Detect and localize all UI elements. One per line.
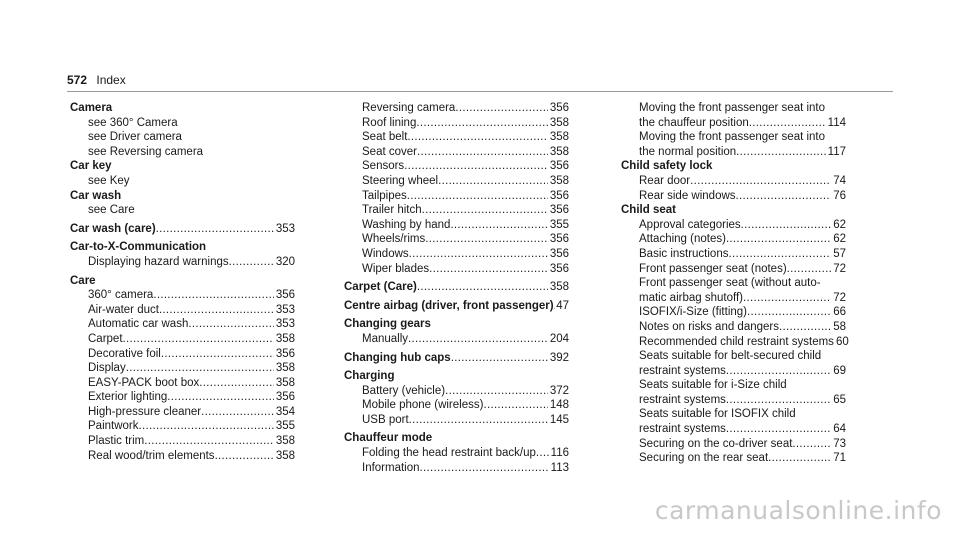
entry-page: 57 bbox=[833, 247, 846, 260]
entry-page: 356 bbox=[549, 247, 569, 260]
entry-text: Real wood/trim elements bbox=[88, 449, 215, 462]
index-entry[interactable] bbox=[621, 218, 846, 233]
index-entry[interactable] bbox=[344, 262, 569, 277]
entry-text: Basic instructions bbox=[639, 247, 729, 260]
page-title: Index bbox=[96, 73, 126, 87]
entry-text: Displaying hazard warnings bbox=[88, 255, 229, 268]
entry-text: 360° camera bbox=[88, 289, 154, 302]
index-entry[interactable] bbox=[621, 116, 846, 131]
entry-page: 356 bbox=[549, 204, 569, 217]
index-entry[interactable] bbox=[344, 384, 569, 399]
index-entry[interactable] bbox=[70, 449, 295, 464]
entry-page: 204 bbox=[549, 332, 569, 345]
entry-text: Carpet bbox=[88, 332, 123, 345]
entry-page: 65 bbox=[833, 393, 846, 406]
entry-text: ISOFIX/i-Size (fitting) bbox=[639, 306, 747, 319]
index-heading-child-safety-lock: Child safety lock bbox=[621, 160, 713, 173]
index-entry[interactable] bbox=[621, 393, 846, 408]
entry-page: 372 bbox=[549, 384, 569, 397]
entry-page: 145 bbox=[549, 413, 569, 426]
index-entry[interactable] bbox=[70, 376, 295, 391]
index-entry[interactable] bbox=[344, 145, 569, 160]
entry-text-line: Seats suitable for belt-secured child bbox=[639, 350, 822, 363]
index-see-reference: see Reversing camera bbox=[88, 145, 204, 158]
index-entry[interactable] bbox=[70, 255, 295, 270]
index-heading-changing-gears: Changing gears bbox=[344, 318, 431, 331]
entry-page: 73 bbox=[833, 437, 846, 450]
index-entry[interactable] bbox=[621, 335, 849, 350]
entry-text: Folding the head restraint back/up bbox=[362, 447, 536, 460]
entry-page: 114 bbox=[827, 116, 846, 129]
index-entry[interactable] bbox=[70, 303, 295, 318]
entry-text: Securing on the rear seat bbox=[639, 452, 769, 465]
index-entry[interactable] bbox=[621, 262, 846, 277]
index-entry[interactable] bbox=[344, 116, 569, 131]
entry-page: 71 bbox=[833, 452, 846, 465]
index-entry[interactable] bbox=[70, 288, 295, 303]
entry-page: 64 bbox=[833, 423, 846, 436]
header-divider bbox=[67, 91, 893, 92]
charging-list bbox=[344, 384, 569, 428]
index-entry[interactable] bbox=[344, 159, 569, 174]
entry-page: 353 bbox=[275, 318, 295, 331]
entry-text: matic airbag shutoff) bbox=[639, 291, 743, 304]
child-lock-list bbox=[621, 174, 846, 203]
entry-page: 358 bbox=[275, 376, 295, 389]
entry-page: 47 bbox=[556, 299, 569, 312]
entry-page: 355 bbox=[549, 218, 569, 231]
entry-text: High-pressure cleaner bbox=[88, 405, 202, 418]
entry-page: 117 bbox=[827, 145, 846, 158]
child-seat-list bbox=[621, 218, 846, 276]
index-entry[interactable] bbox=[621, 305, 846, 320]
entry-page: 76 bbox=[833, 189, 846, 202]
entry-text: Trailer hitch bbox=[362, 204, 422, 217]
entry-page: 356 bbox=[549, 102, 569, 114]
index-column-1 bbox=[70, 101, 295, 463]
entry-text: Rear side windows bbox=[639, 189, 736, 202]
entry-text: the chauffeur position bbox=[639, 116, 749, 129]
entry-page: 74 bbox=[833, 174, 846, 187]
entry-page: 358 bbox=[275, 332, 295, 345]
entry-page: 69 bbox=[833, 364, 846, 377]
index-heading-charging: Charging bbox=[344, 370, 395, 383]
entry-text: Roof lining bbox=[362, 116, 417, 129]
index-entry[interactable] bbox=[344, 446, 569, 461]
entry-page: 72 bbox=[833, 291, 846, 304]
entry-text: Windows bbox=[362, 247, 409, 260]
entry-text: Front passenger seat (notes) bbox=[639, 262, 787, 275]
entry-page: 66 bbox=[833, 306, 846, 319]
entry-text: Washing by hand bbox=[362, 218, 451, 231]
entry-page: 356 bbox=[275, 289, 295, 302]
entry-page: 354 bbox=[275, 405, 295, 418]
entry-text-line: Seats suitable for i-Size child bbox=[639, 379, 787, 392]
entry-page: 356 bbox=[549, 233, 569, 246]
entry-page: 356 bbox=[275, 391, 295, 404]
entry-text: Carpet (Care) bbox=[344, 281, 417, 294]
index-see-reference: see Care bbox=[88, 204, 135, 217]
index-entry[interactable] bbox=[70, 317, 295, 332]
entry-page: 58 bbox=[833, 320, 846, 333]
index-entry[interactable] bbox=[70, 361, 295, 376]
entry-page: 356 bbox=[549, 160, 569, 173]
index-entry[interactable] bbox=[344, 189, 569, 204]
index-entry[interactable] bbox=[344, 247, 569, 262]
entry-page: 358 bbox=[549, 145, 569, 158]
index-entry[interactable] bbox=[344, 413, 569, 428]
index-entry[interactable] bbox=[344, 218, 569, 233]
entry-page: 62 bbox=[833, 233, 846, 246]
index-entry-car-wash-care[interactable] bbox=[70, 222, 295, 237]
entry-text: Seat belt bbox=[362, 131, 408, 144]
entry-text: Notes on risks and dangers bbox=[639, 320, 779, 333]
index-heading-chauffeur-mode: Chauffeur mode bbox=[344, 432, 433, 445]
entry-page: 358 bbox=[549, 281, 569, 294]
index-entry[interactable] bbox=[344, 101, 569, 116]
index-entry[interactable] bbox=[621, 145, 846, 160]
entry-text: Approval categories bbox=[639, 218, 741, 231]
entry-text: Securing on the co-driver seat bbox=[639, 437, 793, 450]
entry-text: Car wash (care) bbox=[70, 222, 156, 235]
index-entry[interactable] bbox=[344, 398, 569, 413]
index-entry[interactable] bbox=[70, 419, 295, 434]
index-column-3 bbox=[621, 101, 849, 466]
entry-text: Plastic trim bbox=[88, 435, 145, 448]
entry-text: Paintwork bbox=[88, 420, 139, 433]
entry-text: the normal position bbox=[639, 145, 737, 158]
entry-text: Wheels/rims bbox=[362, 233, 426, 246]
entry-text: Sensors bbox=[362, 160, 405, 173]
entry-text: Seat cover bbox=[362, 145, 417, 158]
index-see-reference: see Key bbox=[88, 174, 130, 187]
entry-text: Steering wheel bbox=[362, 174, 439, 187]
entry-text-line: Moving the front passenger seat into bbox=[639, 102, 826, 114]
entry-page: 113 bbox=[550, 461, 569, 474]
entry-text: restraint systems bbox=[639, 423, 726, 436]
entry-page: 356 bbox=[549, 262, 569, 275]
watermark: carmanualsonline.info bbox=[654, 496, 942, 525]
entry-text: Display bbox=[88, 362, 126, 375]
index-entry-carpet-care[interactable] bbox=[344, 280, 569, 295]
index-column-2 bbox=[344, 101, 569, 475]
entry-text-line: Moving the front passenger seat into bbox=[639, 131, 826, 144]
entry-text: Wiper blades bbox=[362, 262, 430, 275]
index-entry[interactable] bbox=[621, 247, 846, 262]
index-entry[interactable] bbox=[344, 203, 569, 218]
entry-page: 356 bbox=[549, 189, 569, 202]
entry-page: 358 bbox=[549, 116, 569, 129]
entry-page: 358 bbox=[275, 449, 295, 462]
entry-page: 356 bbox=[275, 347, 295, 360]
entry-page: 358 bbox=[549, 131, 569, 144]
entry-page: 60 bbox=[835, 335, 849, 348]
index-entry[interactable] bbox=[344, 130, 569, 145]
entry-text-line: Front passenger seat (without auto- bbox=[639, 277, 821, 290]
index-heading-care: Care bbox=[70, 274, 96, 287]
index-see-reference: see 360° Camera bbox=[88, 116, 178, 129]
index-entry[interactable] bbox=[621, 422, 846, 437]
page-number: 572 bbox=[67, 73, 88, 87]
entry-text: Decorative foil bbox=[88, 347, 161, 360]
index-entry[interactable] bbox=[344, 461, 569, 476]
index-heading-car-wash: Car wash bbox=[70, 189, 122, 202]
index-entry[interactable] bbox=[621, 232, 846, 247]
page-header bbox=[67, 73, 126, 87]
entry-page: 353 bbox=[275, 222, 295, 235]
entry-page: 358 bbox=[275, 435, 295, 448]
index-entry[interactable] bbox=[70, 390, 295, 405]
index-heading-child-seat: Child seat bbox=[621, 204, 676, 217]
entry-page: 72 bbox=[833, 262, 846, 275]
entry-text: Recommended child restraint systems bbox=[639, 335, 834, 348]
entry-page: 392 bbox=[549, 351, 569, 364]
entry-text: USB port bbox=[362, 413, 409, 426]
care-list-b bbox=[344, 101, 569, 276]
entry-page: 358 bbox=[549, 174, 569, 187]
entry-text: EASY-PACK boot box bbox=[88, 376, 200, 389]
entry-page: 62 bbox=[833, 218, 846, 231]
index-entry[interactable] bbox=[621, 451, 846, 466]
entry-text: Battery (vehicle) bbox=[362, 384, 446, 397]
index-entry[interactable] bbox=[70, 434, 295, 449]
index-entry-changing-hub-caps[interactable] bbox=[344, 351, 569, 366]
index-entry[interactable] bbox=[621, 364, 846, 379]
index-entry[interactable] bbox=[344, 232, 569, 247]
entry-page: 320 bbox=[275, 255, 295, 268]
index-entry[interactable] bbox=[621, 320, 846, 335]
entry-page: 355 bbox=[275, 420, 295, 433]
index-entry[interactable] bbox=[344, 174, 569, 189]
chauffeur-list bbox=[344, 446, 569, 475]
entry-text: Air-water duct bbox=[88, 303, 159, 316]
entry-page: 353 bbox=[275, 303, 295, 316]
entry-page: 116 bbox=[550, 447, 569, 460]
entry-text: Mobile phone (wireless) bbox=[362, 399, 484, 412]
entry-page: 148 bbox=[549, 399, 569, 412]
entry-page: 358 bbox=[275, 362, 295, 375]
index-entry[interactable] bbox=[621, 437, 846, 452]
entry-text: restraint systems bbox=[639, 393, 726, 406]
entry-text-line: Seats suitable for ISOFIX child bbox=[639, 408, 796, 421]
entry-text: Reversing camera bbox=[362, 102, 456, 114]
entry-text: Exterior lighting bbox=[88, 391, 168, 404]
entry-text: Automatic car wash bbox=[88, 318, 189, 331]
index-entry[interactable] bbox=[70, 347, 295, 362]
entry-text: Tailpipes bbox=[362, 189, 407, 202]
index-entry[interactable] bbox=[621, 291, 846, 306]
entry-text: Changing hub caps bbox=[344, 351, 451, 364]
index-heading-car-to-x: Car-to-X-Communication bbox=[70, 241, 207, 254]
entry-text: Centre airbag (driver, front passenger) bbox=[344, 299, 554, 312]
entry-text: restraint systems bbox=[639, 364, 726, 377]
index-entry[interactable] bbox=[621, 189, 846, 204]
index-heading-car-key: Car key bbox=[70, 160, 112, 173]
index-heading-camera: Camera bbox=[70, 102, 113, 114]
entry-text: Information bbox=[362, 461, 420, 474]
entry-text: Manually bbox=[362, 332, 409, 345]
index-entry[interactable] bbox=[70, 405, 295, 420]
entry-text: Rear door bbox=[639, 174, 691, 187]
index-entry[interactable] bbox=[621, 174, 846, 189]
entry-text: Attaching (notes) bbox=[639, 233, 726, 246]
index-entry[interactable] bbox=[70, 332, 295, 347]
index-entry-centre-airbag[interactable] bbox=[344, 299, 569, 314]
index-entry[interactable] bbox=[344, 332, 569, 347]
index-see-reference: see Driver camera bbox=[88, 131, 182, 144]
care-list-a bbox=[70, 288, 295, 463]
